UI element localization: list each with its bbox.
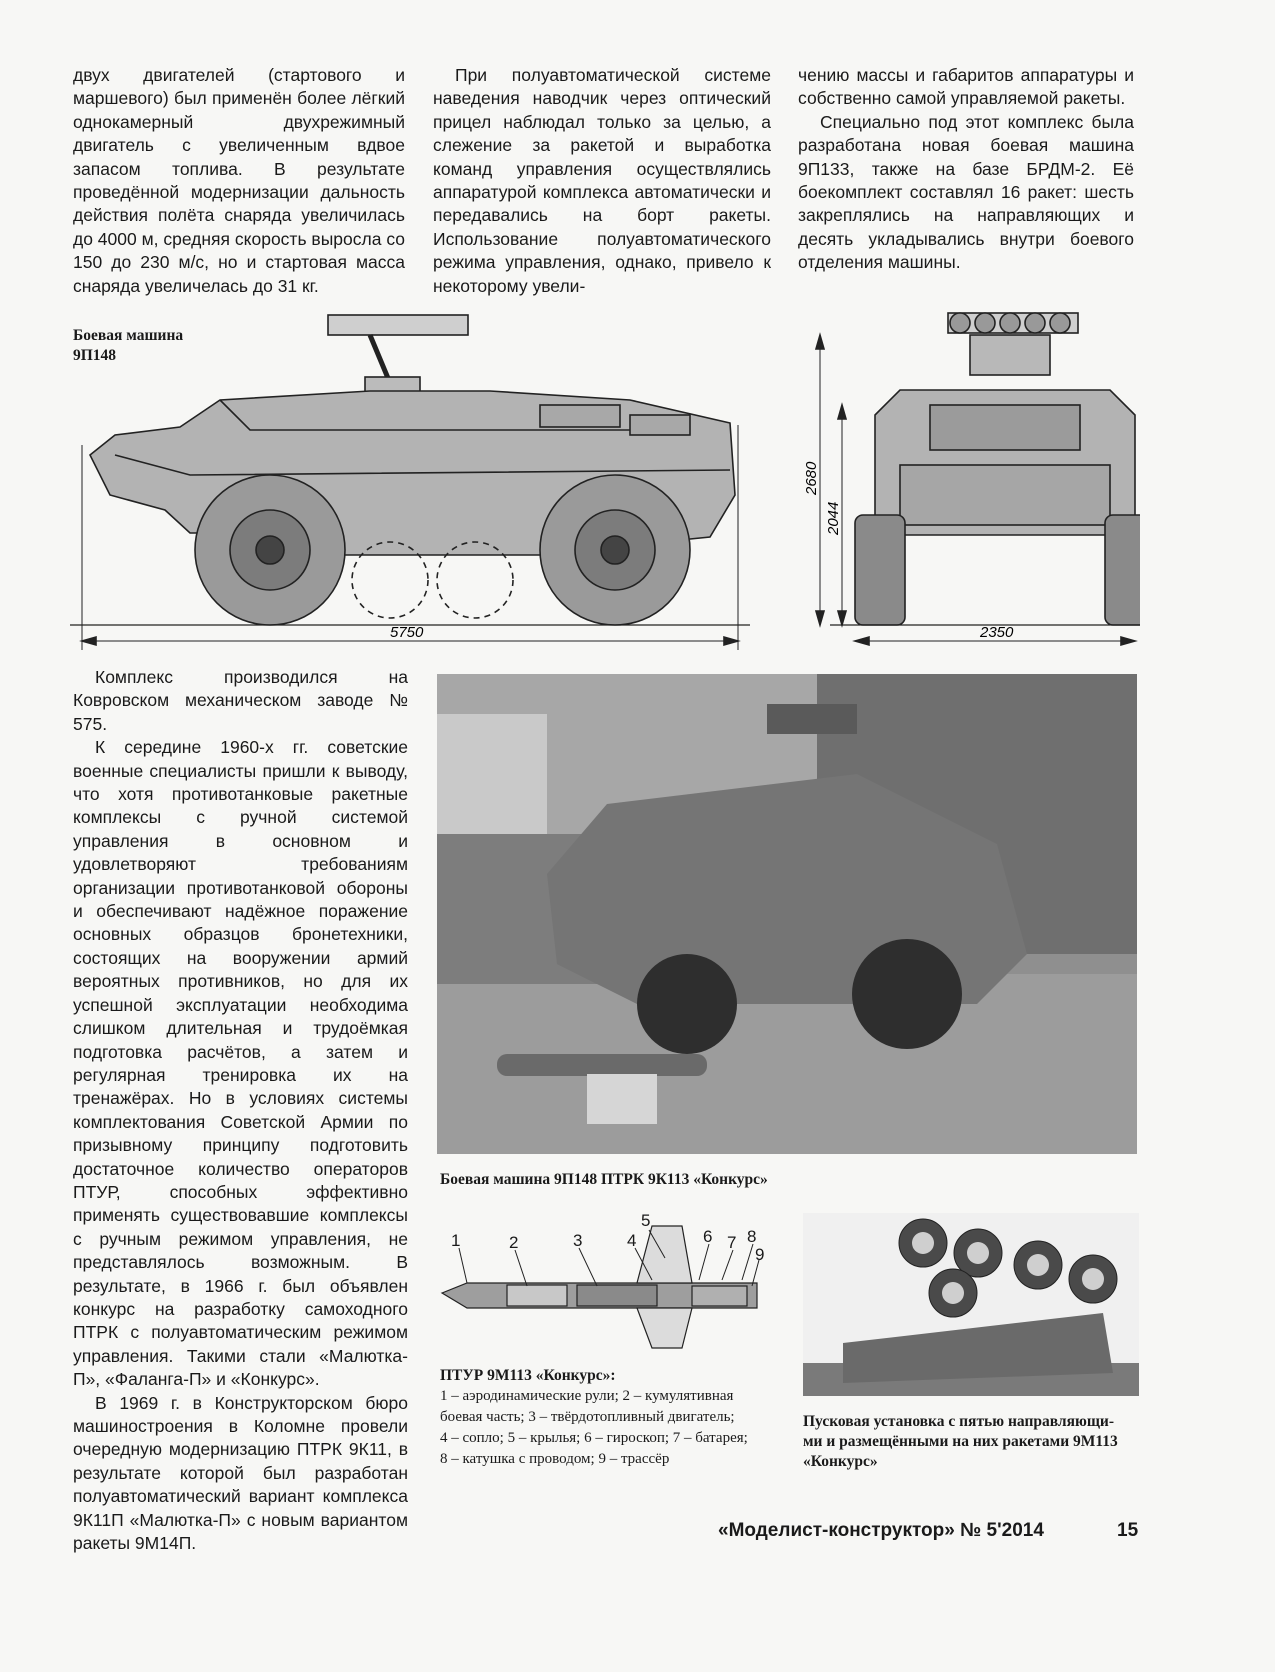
left-paragraph-3: В 1969 г. в Конструкторском бюро машиностроения в Коломне провели очередную модернизацию ПТРК 9К11, в результате которой был разработан полуавтоматический вариант комплекса 9К11П «Малютка-П» с новым вариантом ракеты 9М14П. (73, 1392, 408, 1554)
vehicle-front-view-drawing (800, 305, 1140, 650)
missile-label-7: 7 (727, 1233, 737, 1252)
missile-legend-line-1: 1 – аэродинамические рули; 2 – кумулятивная (440, 1388, 734, 1404)
vehicle-photo (437, 674, 1137, 1154)
launcher-caption-line-2: ми и размещёнными на них ракетами 9М113 (803, 1433, 1118, 1450)
column-2-text (433, 64, 771, 298)
drawing-caption-line-1: Боевая машина (73, 327, 184, 344)
missile-label-5: 5 (641, 1211, 651, 1230)
column-2-paragraph: При полуавтоматической системе наведения наводчик через оптический прицел наблюдал только за целью, а слежение за ракетой и выработка команд управления осуществлялись аппаратурой комплекса автоматически и передавались на борт ракеты. Использование полуавтоматического режима управления, однако, привело к некоторому увели- (433, 65, 771, 296)
column-3-paragraph-b: Специально под этот комплекс была разработана новая боевая машина 9П133, также на базе БРДМ-2. Её боекомплект составлял 16 ракет: шесть закреплялись на направляющих и десять укладывались внутри боевого отделения машины. (798, 111, 1134, 273)
missile-legend-line-4: 8 – катушка с проводом; 9 – трассёр (440, 1451, 670, 1467)
left-paragraph-1: Комплекс производился на Ковровском механическом заводе № 575. (73, 667, 408, 734)
missile-legend-line-3: 4 – сопло; 5 – крылья; 6 – гироскоп; 7 – батарея; (440, 1430, 748, 1446)
dimension-width: 2350 (980, 624, 1014, 641)
dimension-height-total: 2680 (803, 461, 820, 495)
missile-label-6: 6 (703, 1227, 713, 1246)
vehicle-photo-caption: Боевая машина 9П148 ПТРК 9К113 «Конкурс» (440, 1171, 768, 1188)
column-1-paragraph: двух двигателей (стартового и маршевого) был применён более лёгкий однокамерный двухрежимный двигатель с увеличенным вдвое запасом топлива. В результате проведённой модернизации дальность действия полёта снаряда увеличилась до 4000 м, средняя скорость выросла со 150 до 230 м/с, но и стартовая масса снаряда увеличелась до 31 кг. (73, 65, 405, 296)
missile-legend-line-2: боевая часть; 3 – твёрдотопливный двигатель; (440, 1409, 735, 1425)
missile-diagram (437, 1208, 777, 1358)
column-3-paragraph-a: чению массы и габаритов аппаратуры и собственно самой управляемой ракеты. (798, 65, 1134, 109)
column-1-text (73, 64, 405, 298)
dimension-height-hull: 2044 (825, 501, 842, 535)
footer-journal: «Моделист-конструктор» № 5'2014 (718, 1520, 1044, 1541)
launcher-caption-line-1: Пусковая установка с пятью направляющи- (803, 1413, 1115, 1430)
vehicle-side-view-drawing (70, 305, 750, 650)
left-paragraph-2: К середине 1960-х гг. советские военные специалисты пришли к выводу, что хотя противотанковые ракетные комплексы с ручной системой управления в основном и удовлетворяют требованиям организации противотанковой обороны и обеспечивают надёжное поражение основных образцов бронетехники, состоящих на вооружении армий вероятных противников, но для их успешной эксплуатации необходима слишком длительная и трудоёмкая подготовка расчётов, а затем и регулярная тренировка их на тренажёрах. Но в условиях системы комплектования Советской Армии по призывному принципу подготовить достаточное количество операторов ПТУР, способных эффективно применять существовавшие комплексы с ручным режимом управления, не представлялось возможным. В результате, в 1966 г. был объявлен конкурс на разработку самоходного ПТРК с полуавтоматическим режимом управления. Такими стали «Малютка-П», «Фаланга-П» и «Конкурс». (73, 737, 408, 1390)
launcher-caption (803, 1412, 1148, 1472)
launcher-photo-image (803, 1213, 1139, 1396)
missile-label-9: 9 (755, 1245, 765, 1264)
launcher-caption-line-3: «Конкурс» (803, 1453, 878, 1470)
left-column-text (73, 666, 408, 1555)
missile-label-2: 2 (509, 1233, 519, 1252)
missile-label-8: 8 (747, 1227, 757, 1246)
missile-label-4: 4 (627, 1231, 637, 1250)
launcher-photo (803, 1213, 1139, 1396)
dimension-length: 5750 (390, 624, 424, 641)
missile-legend (440, 1366, 785, 1470)
missile-title: ПТУР 9М113 «Конкурс»: (440, 1367, 616, 1384)
drawing-caption-line-2: 9П148 (73, 347, 117, 364)
missile-label-1: 1 (451, 1231, 461, 1250)
missile-label-3: 3 (573, 1231, 583, 1250)
column-3-text (798, 64, 1134, 275)
vehicle-photo-image (437, 674, 1137, 1154)
page-number: 15 (1117, 1520, 1139, 1541)
